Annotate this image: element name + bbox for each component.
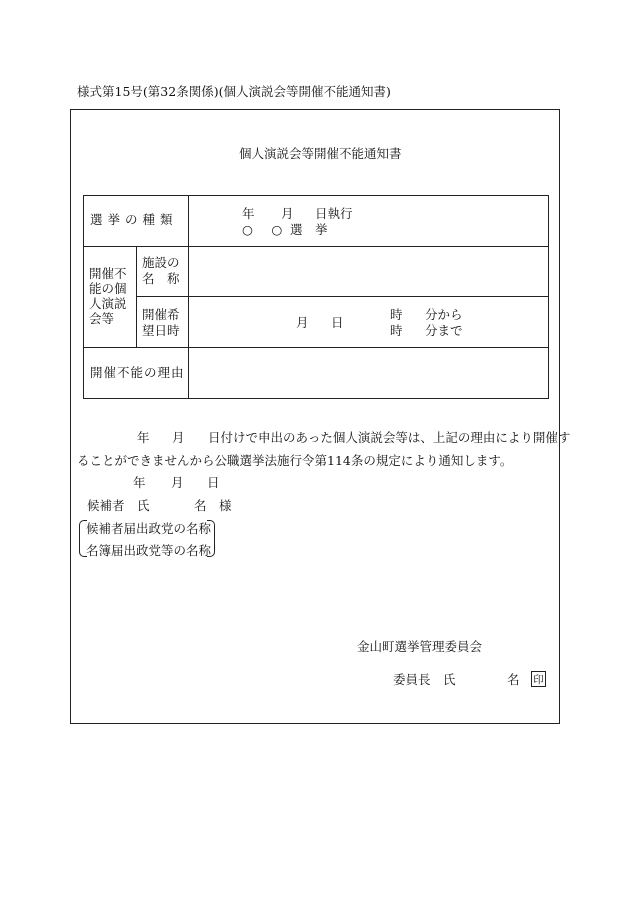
notice-year: 年: [137, 430, 150, 445]
date-month: 月: [171, 475, 184, 490]
facility-label-line2: 名 称: [142, 271, 180, 286]
schedule-label-line1: 開催希: [142, 307, 180, 322]
election-date-month: 月: [281, 206, 294, 221]
party-line1: 候補者届出政党の名称: [86, 521, 212, 536]
election-name-suffix: 選 挙: [290, 222, 328, 237]
schedule-day: 日: [331, 315, 344, 330]
schedule-from-minute: 分から: [425, 307, 463, 322]
date-year: 年: [133, 475, 146, 490]
schedule-to-minute: 分まで: [425, 323, 463, 338]
candidate-name-suffix: 名 様: [194, 498, 232, 513]
notice-month: 月: [172, 430, 185, 445]
election-type-label: 選挙の種類: [90, 212, 178, 227]
notice-text-line1: 日付けで申出のあった個人演説会等は、上記の理由により開催す: [208, 430, 571, 445]
reason-field[interactable]: [190, 349, 547, 397]
document-title: 個人演説会等開催不能通知書: [239, 146, 402, 161]
seal-stamp: 印: [531, 671, 546, 687]
facility-name-field[interactable]: [190, 248, 547, 295]
party-line2: 名簿届出政党等の名称: [86, 543, 212, 558]
election-date-day: 日執行: [315, 206, 353, 221]
notice-text-line2: ることができませんから公職選挙法施行令第114条の規定により通知します。: [77, 453, 513, 468]
election-name-marks: ○ ○: [242, 222, 286, 237]
committee-name: 金山町選挙管理委員会: [357, 639, 483, 654]
schedule-label-line2: 望日時: [142, 323, 180, 338]
form-number: 様式第15号(第32条関係)(個人演説会等開催不能通知書): [77, 84, 391, 99]
document-frame: [70, 109, 560, 724]
reason-label: 開催不能の理由: [90, 365, 185, 380]
schedule-from-hour: 時: [390, 307, 403, 322]
date-day: 日: [207, 475, 220, 490]
chair-name-suffix: 名: [507, 672, 520, 687]
chair-label: 委員長 氏: [393, 672, 456, 687]
election-date-year: 年: [242, 206, 255, 221]
schedule-to-hour: 時: [390, 323, 403, 338]
candidate-label: 候補者 氏: [87, 498, 150, 513]
facility-label-line1: 施設の: [142, 255, 180, 270]
schedule-month: 月: [296, 315, 309, 330]
